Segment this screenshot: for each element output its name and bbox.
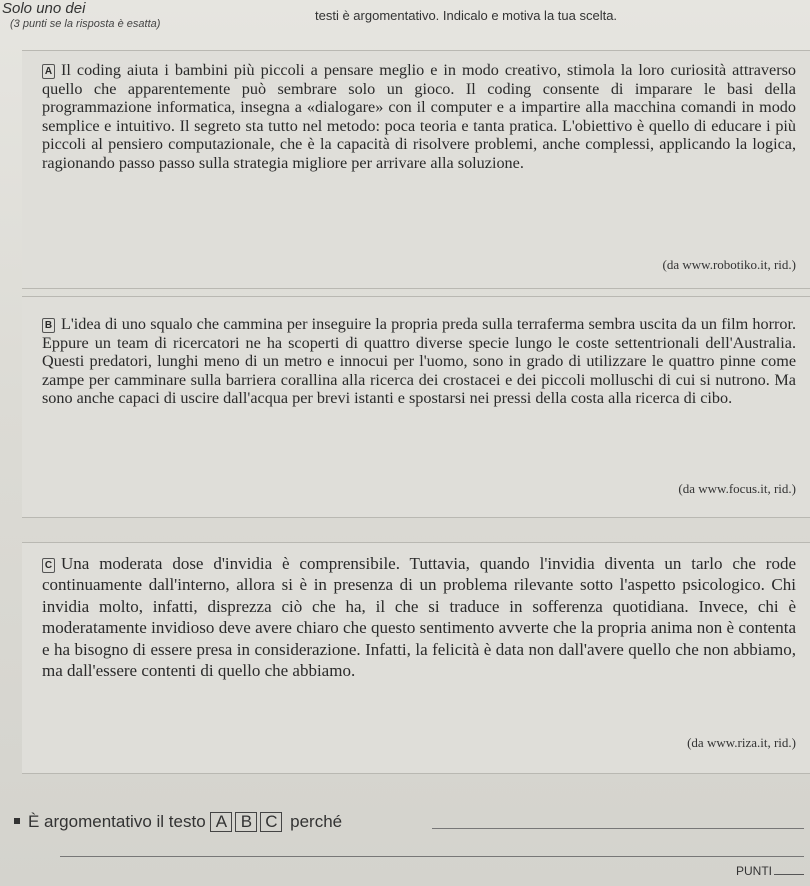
text-box-c xyxy=(22,542,810,774)
option-a-checkbox[interactable]: A xyxy=(210,812,232,832)
question-prefix: È argomentativo il testo xyxy=(28,812,206,831)
question-suffix: perché xyxy=(290,812,343,831)
answer-line-1[interactable] xyxy=(432,828,804,829)
text-c xyxy=(42,553,796,681)
exercise-instruction: testi è argomentativo. Indicalo e motiva la tua scelta. xyxy=(315,8,618,23)
points-footer xyxy=(736,864,804,878)
option-c-checkbox[interactable]: C xyxy=(260,812,282,832)
answer-line-2[interactable] xyxy=(60,856,804,857)
option-b-checkbox[interactable]: B xyxy=(235,812,257,832)
question-line xyxy=(14,812,342,832)
text-a xyxy=(42,61,796,173)
text-b-body: L'idea di uno squalo che cammina per inseguire la propria preda sulla terraferma sembra uscita da un film horror. Eppure un team di ricercatori ne ha scoperti di quattro diverse specie lungo le coste settentrionali dell'Australia. Questi predatori, lunghi meno di un metro e innocui per l'uomo, sono in grado di utilizzare le quattro pinne come zampe per camminare sulla barriera corallina alla ricerca dei crostacei e dei piccoli molluschi di cui si nutrono. Ma sono anche capaci di uscire dall'acqua per brevi istanti e spostarsi nei pressi della costa alla ricerca di cibo. xyxy=(42,315,796,408)
text-box-b xyxy=(22,296,810,518)
text-a-body: Il coding aiuta i bambini più piccoli a pensare meglio e in modo creativo, stimola la loro curiosità attraverso quello che apparentemente può sembrare solo un gioco. Il coding consente di imparare le basi della programmazione informatica, insegna a «dialogare» con il computer e a impartire alla macchina comandi in modo semplice e intuitivo. Il segreto sta tutto nel metodo: poca teoria e tanta pratica. L'obiettivo è quello di educare i più piccoli al pensiero computazionale, che è la capacità di risolvere problemi, anche complessi, applicando la logica, ragionando passo passo sulla strategia migliore per arrivare alla soluzione. xyxy=(42,61,796,172)
text-b xyxy=(42,315,796,408)
text-b-letter: B xyxy=(42,318,55,333)
points-blank[interactable] xyxy=(774,874,804,875)
points-label: PUNTI xyxy=(736,864,772,878)
text-b-source: (da www.focus.it, rid.) xyxy=(678,481,796,496)
text-box-a xyxy=(22,50,810,289)
exercise-header xyxy=(2,0,160,30)
text-a-source: (da www.robotiko.it, rid.) xyxy=(662,257,796,272)
exercise-title: Solo uno dei xyxy=(2,0,86,17)
text-c-letter: C xyxy=(42,558,55,573)
points-note: (3 punti se la risposta è esatta) xyxy=(10,18,161,30)
text-a-letter: A xyxy=(42,64,55,79)
text-c-source: (da www.riza.it, rid.) xyxy=(687,735,796,750)
text-c-body: Una moderata dose d'invidia è comprensibile. Tuttavia, quando l'invidia diventa un tarlo che rode continuamente dall'interno, allora si è in presenza di un problema rilevante sotto l'aspetto psicologico. Chi invidia molto, infatti, disprezza ciò che ha, il che si traduce in sofferenza quotidiana. Invece, chi è moderatamente invidioso deve avere chiaro che questo sentimento avverte che la propria anima non è contenta e ha bisogno di essere presa in considerazione. Infatti, la felicità è data non dall'avere quello che non abbiamo, ma dall'essere contenti di quello che abbiamo. xyxy=(42,554,796,681)
bullet-icon xyxy=(14,818,20,824)
